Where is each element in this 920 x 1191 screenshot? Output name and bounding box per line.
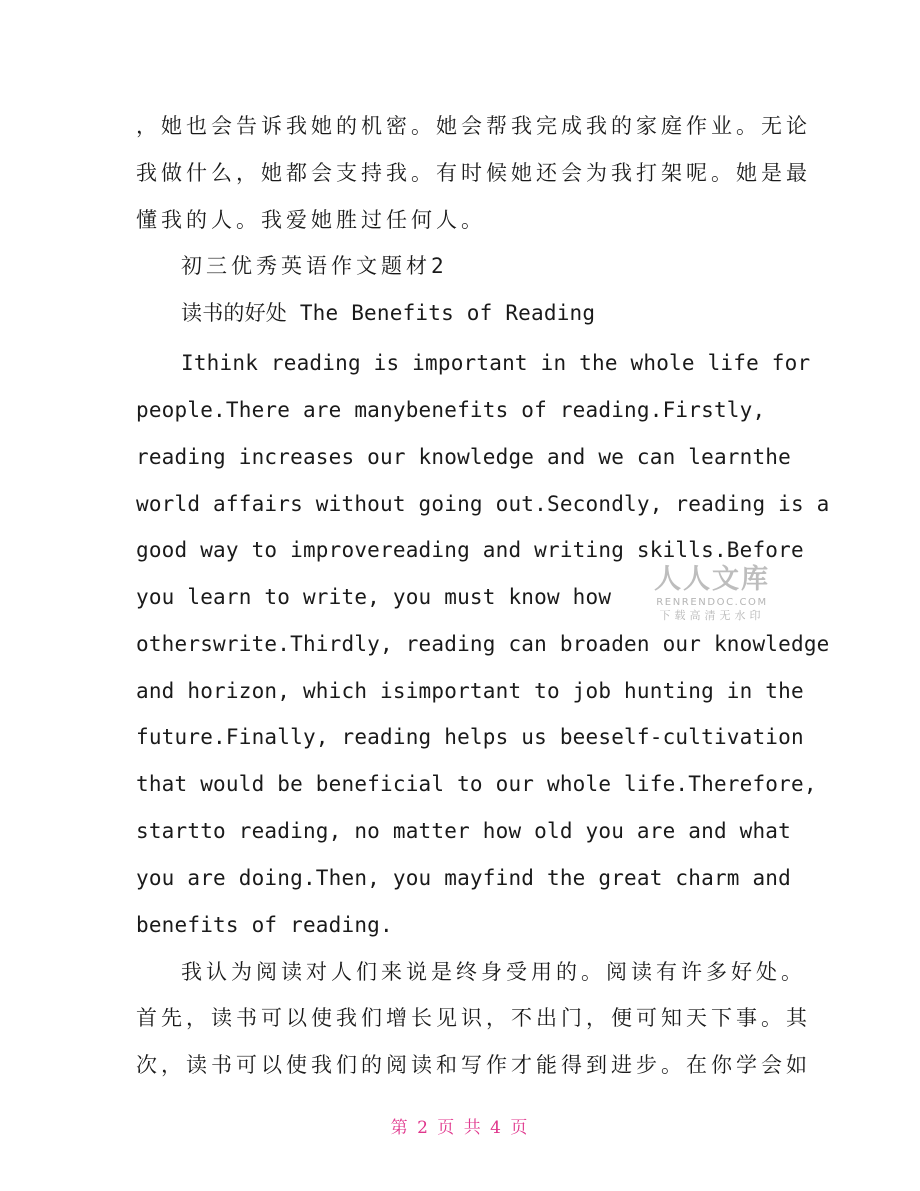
body-line-2: 我做什么，她都会支持我。有时候她还会为我打架呢。她是最 bbox=[136, 161, 811, 185]
chinese-line-3: 次，读书可以使我们的阅读和写作才能得到进步。在你学会如 bbox=[136, 1053, 811, 1077]
chinese-line-2: 首先，读书可以使我们增长见识，不出门，便可知天下事。其 bbox=[136, 1006, 811, 1030]
body-line-3: 懂我的人。我爱她胜过任何人。 bbox=[136, 208, 486, 232]
watermark-title: 人人文库 bbox=[654, 564, 770, 595]
english-line-3: reading increases our knowledge and we can learnthe bbox=[136, 445, 791, 469]
english-line-11: startto reading, no matter how old you are and what bbox=[136, 819, 791, 843]
english-line-4: world affairs without going out.Secondly, reading is a bbox=[136, 492, 830, 516]
essay-title: 读书的好处 The Benefits of Reading bbox=[181, 301, 596, 325]
watermark-subtitle: 下载高清无水印 bbox=[659, 609, 765, 622]
english-line-6: you learn to write, you must know how bbox=[136, 585, 612, 609]
english-line-10: that would be beneficial to our whole life.Therefore, bbox=[136, 772, 817, 796]
english-line-13: benefits of reading. bbox=[136, 913, 393, 937]
watermark-logo bbox=[646, 564, 778, 623]
english-line-2: people.There are manybenefits of reading.Firstly, bbox=[136, 398, 766, 422]
english-line-1: Ithink reading is important in the whole life for bbox=[181, 351, 811, 375]
watermark-url: RENRENDOC.COM bbox=[656, 597, 768, 608]
page-number-footer: 第 2 页 共 4 页 bbox=[390, 1118, 530, 1138]
body-line-1: ，她也会告诉我她的机密。她会帮我完成我的家庭作业。无论 bbox=[136, 114, 811, 138]
chinese-line-1: 我认为阅读对人们来说是终身受用的。阅读有许多好处。 bbox=[181, 960, 806, 984]
english-line-7: otherswrite.Thirdly, reading can broaden our knowledge bbox=[136, 632, 830, 656]
english-line-8: and horizon, which isimportant to job hunting in the bbox=[136, 679, 804, 703]
english-line-12: you are doing.Then, you mayfind the great charm and bbox=[136, 866, 791, 890]
section-heading: 初三优秀英语作文题材2 bbox=[181, 254, 448, 278]
english-line-5: good way to improvereading and writing skills.Before bbox=[136, 538, 804, 562]
english-line-9: future.Finally, reading helps us beeself-cultivation bbox=[136, 725, 804, 749]
